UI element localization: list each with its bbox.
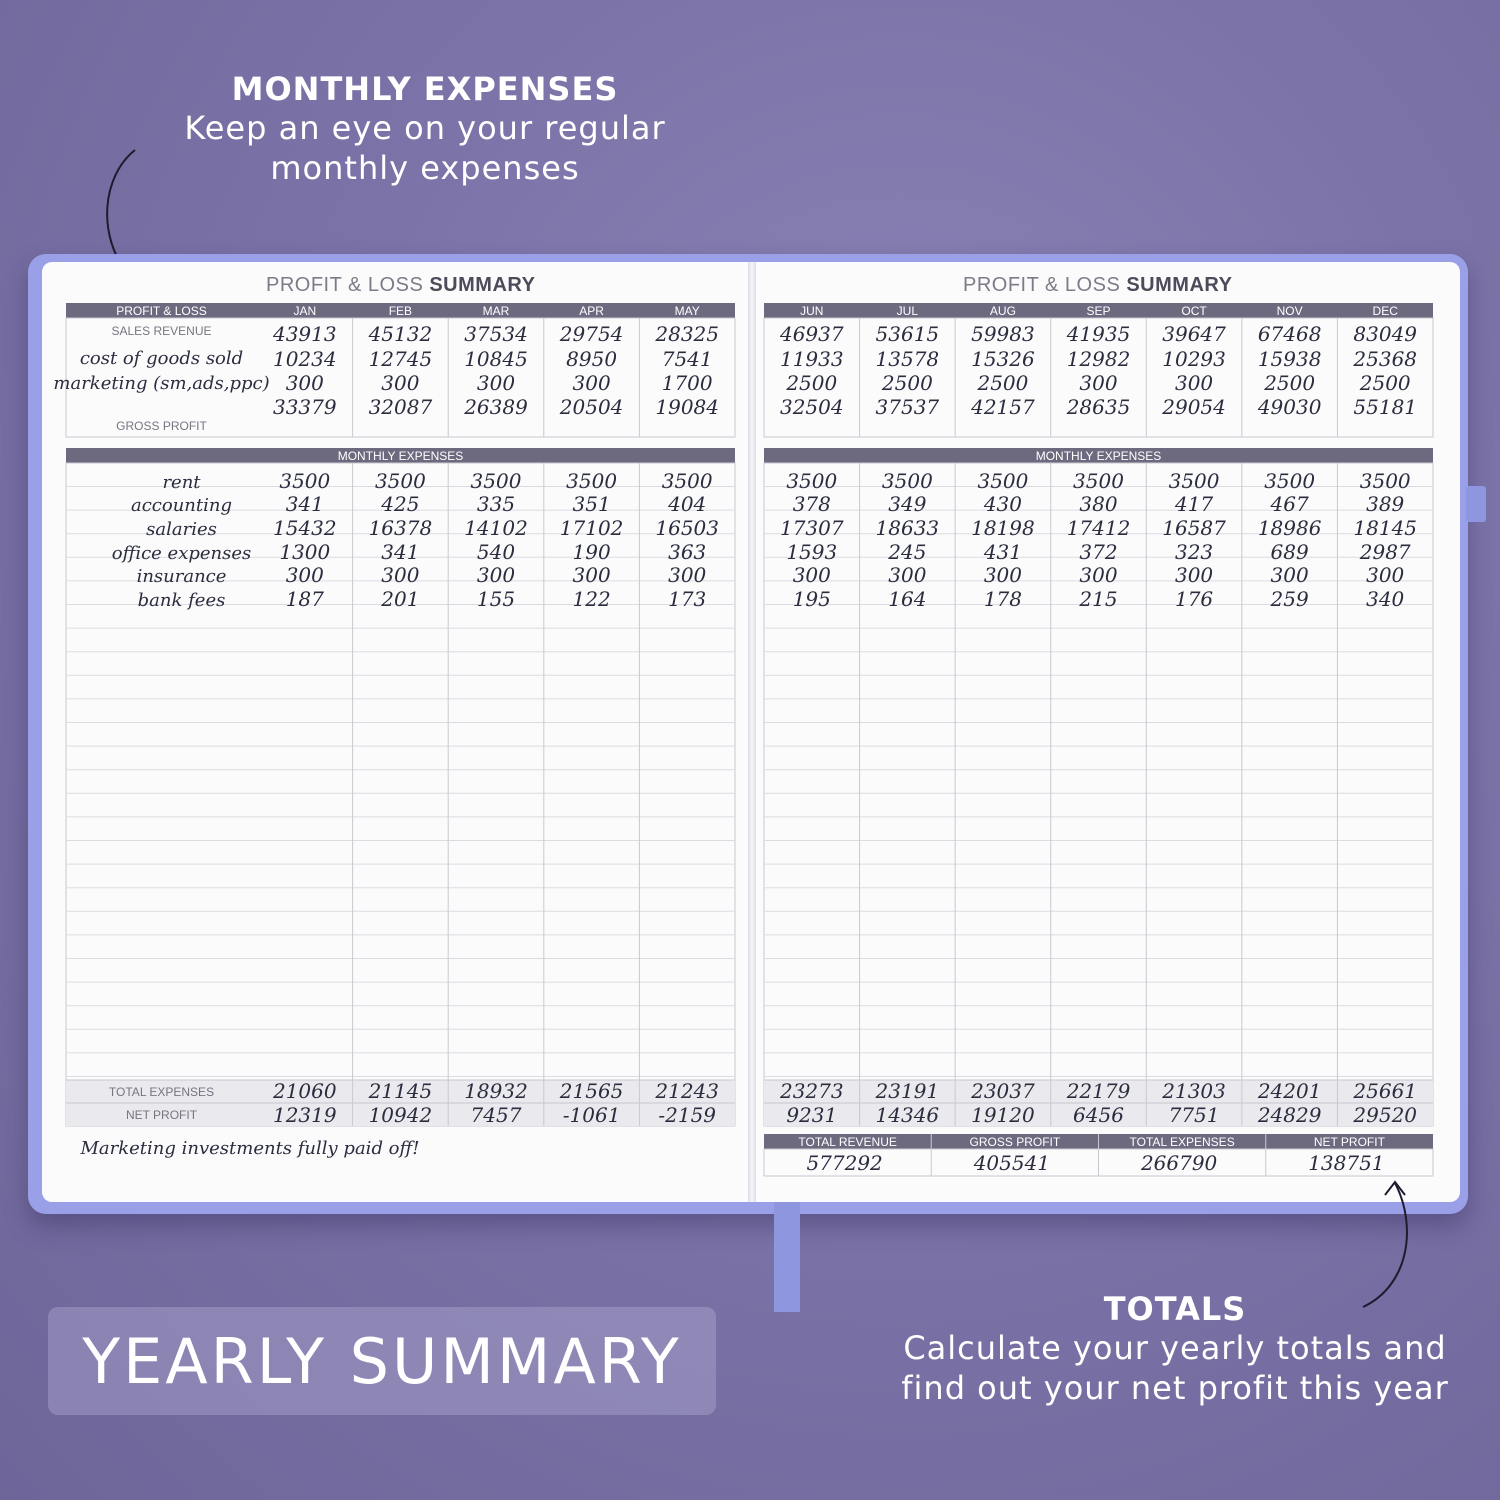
- total-expenses-value: 24201: [1257, 1079, 1322, 1103]
- pl-value: 19084: [655, 395, 720, 419]
- note-text: Marketing investments fully paid off!: [80, 1138, 420, 1159]
- pl-value: 33379: [272, 395, 337, 419]
- monthly-expenses-header: MONTHLY EXPENSES: [1035, 449, 1162, 463]
- pl-value: 37534: [464, 322, 528, 346]
- pl-value: 1700: [661, 371, 713, 395]
- pl-value: 2500: [1359, 371, 1411, 395]
- expense-value: 3500: [1264, 469, 1316, 493]
- pl-value: 10293: [1162, 347, 1226, 371]
- expense-value: 300: [888, 563, 927, 587]
- month-header: JUN: [800, 304, 824, 318]
- gross-profit-label: GROSS PROFIT: [116, 419, 207, 433]
- pl-value: 42157: [971, 395, 1035, 419]
- pl-value: 2500: [786, 371, 838, 395]
- expense-value: 425: [381, 492, 420, 516]
- pl-value: 46937: [779, 322, 844, 346]
- expense-value: 3500: [661, 469, 713, 493]
- month-header: FEB: [388, 304, 413, 318]
- expense-value: 1300: [279, 540, 331, 564]
- expense-value: 540: [476, 540, 516, 564]
- expense-value: 3500: [470, 469, 522, 493]
- pl-value: 20504: [559, 395, 624, 419]
- expense-value: 18986: [1257, 516, 1322, 540]
- net-profit-value: 29520: [1353, 1103, 1418, 1127]
- pl-value: 10234: [272, 347, 337, 371]
- yearly-total-label: TOTAL EXPENSES: [1129, 1135, 1235, 1149]
- expense-value: 18633: [875, 516, 940, 540]
- total-expenses-value: 21145: [368, 1079, 433, 1103]
- yearly-total-label: TOTAL REVENUE: [798, 1135, 897, 1149]
- expense-value: 195: [792, 587, 831, 611]
- expense-value: 300: [1079, 563, 1118, 587]
- expense-value: 17307: [779, 516, 844, 540]
- net-profit-value: 19120: [971, 1103, 1035, 1127]
- expense-value: 380: [1079, 492, 1118, 516]
- total-expenses-value: 21243: [655, 1079, 720, 1103]
- net-profit-value: 12319: [272, 1103, 337, 1127]
- expense-value: 259: [1270, 587, 1309, 611]
- month-header: AUG: [989, 304, 1016, 318]
- expense-value: 3500: [881, 469, 933, 493]
- expense-value: 187: [285, 587, 324, 611]
- expense-value: 300: [285, 563, 324, 587]
- expense-value: 335: [476, 492, 516, 516]
- expense-value: 3500: [566, 469, 618, 493]
- net-profit-value: 9231: [786, 1103, 838, 1127]
- expense-value: 417: [1174, 492, 1214, 516]
- net-profit-value: 6456: [1073, 1103, 1124, 1127]
- pl-value: 15326: [971, 347, 1035, 371]
- expense-value: 164: [888, 587, 927, 611]
- monthly-expenses-header: MONTHLY EXPENSES: [337, 449, 464, 463]
- pl-header-label: PROFIT & LOSS: [116, 304, 207, 318]
- expense-value: 173: [668, 587, 707, 611]
- expense-value: 351: [572, 492, 611, 516]
- pl-value: 300: [285, 371, 324, 395]
- total-expenses-value: 25661: [1353, 1079, 1418, 1103]
- expense-value: 245: [888, 540, 927, 564]
- pl-value: 300: [1079, 371, 1118, 395]
- expense-value: 300: [476, 563, 516, 587]
- pl-value: 32504: [779, 395, 844, 419]
- net-profit-value: 10942: [368, 1103, 433, 1127]
- month-header: JUL: [896, 304, 919, 318]
- expense-value: 372: [1079, 540, 1118, 564]
- cost-of-goods-label: cost of goods sold: [79, 348, 244, 369]
- expense-value: 300: [983, 563, 1023, 587]
- expense-value: 3500: [279, 469, 331, 493]
- expense-value: 300: [381, 563, 420, 587]
- expense-value: 1593: [786, 540, 838, 564]
- expense-value: 3500: [1073, 469, 1124, 493]
- yearly-total-value: 577292: [806, 1151, 883, 1175]
- pl-value: 2500: [1264, 371, 1316, 395]
- month-header: DEC: [1372, 304, 1398, 318]
- net-profit-value: 7751: [1168, 1103, 1220, 1127]
- page-title-right: PROFIT & LOSS SUMMARY: [963, 274, 1233, 296]
- pl-value: 43913: [272, 322, 337, 346]
- expense-value: 215: [1079, 587, 1118, 611]
- expense-value: 689: [1270, 540, 1309, 564]
- month-header: OCT: [1181, 304, 1207, 318]
- yearly-total-value: 405541: [973, 1151, 1051, 1175]
- expense-label: rent: [162, 472, 201, 493]
- total-expenses-value: 23191: [875, 1079, 940, 1103]
- net-profit-value: -1061: [562, 1103, 621, 1127]
- pl-value: 300: [381, 371, 420, 395]
- pl-value: 8950: [566, 347, 618, 371]
- pl-value: 28635: [1066, 395, 1131, 419]
- pl-value: 7541: [661, 347, 713, 371]
- expense-value: 15432: [272, 516, 337, 540]
- pl-value: 67468: [1257, 322, 1322, 346]
- pl-value: 53615: [875, 322, 940, 346]
- callout-heading: MONTHLY EXPENSES: [231, 70, 619, 108]
- pl-value: 59983: [971, 322, 1035, 346]
- expense-value: 18198: [971, 516, 1035, 540]
- expense-value: 378: [792, 492, 831, 516]
- pl-value: 49030: [1257, 395, 1322, 419]
- pl-value: 41935: [1066, 322, 1131, 346]
- pl-value: 300: [1174, 371, 1214, 395]
- totals-callout: [870, 1290, 1480, 1408]
- pl-value: 12745: [368, 347, 433, 371]
- expense-value: 300: [792, 563, 831, 587]
- pl-value: 300: [572, 371, 611, 395]
- pl-value: 15938: [1257, 347, 1322, 371]
- total-expenses-value: 22179: [1066, 1079, 1131, 1103]
- pl-value: 55181: [1353, 395, 1418, 419]
- expense-label: insurance: [136, 566, 227, 587]
- expense-value: 178: [983, 587, 1023, 611]
- total-expenses-value: 18932: [464, 1079, 528, 1103]
- callout-text: monthly expenses: [270, 149, 580, 187]
- expense-value: 300: [1270, 563, 1309, 587]
- expense-label: office expenses: [111, 543, 252, 564]
- expense-value: 467: [1270, 492, 1309, 516]
- expense-value: 431: [983, 540, 1023, 564]
- month-header: MAR: [482, 304, 510, 318]
- pl-value: 32087: [368, 395, 433, 419]
- expense-label: accounting: [130, 495, 233, 516]
- callout-text: Calculate your yearly totals and: [903, 1329, 1447, 1367]
- sales-revenue-label: SALES REVENUE: [111, 324, 212, 338]
- expense-value: 363: [668, 540, 707, 564]
- expense-value: 3500: [1168, 469, 1220, 493]
- net-profit-label: NET PROFIT: [125, 1108, 198, 1122]
- pl-value: 13578: [875, 347, 940, 371]
- pl-value: 10845: [464, 347, 528, 371]
- expense-value: 190: [572, 540, 611, 564]
- expense-value: 3500: [374, 469, 426, 493]
- expense-value: 18145: [1353, 516, 1418, 540]
- expense-value: 16587: [1162, 516, 1226, 540]
- month-header: JAN: [293, 304, 317, 318]
- pl-value: 12982: [1066, 347, 1131, 371]
- expense-value: 176: [1174, 587, 1214, 611]
- expense-value: 389: [1366, 492, 1405, 516]
- callout-heading: TOTALS: [1103, 1290, 1247, 1328]
- expense-value: 16378: [368, 516, 433, 540]
- expense-value: 430: [983, 492, 1023, 516]
- expense-value: 341: [285, 492, 324, 516]
- net-profit-value: 14346: [875, 1103, 940, 1127]
- total-expenses-label: TOTAL EXPENSES: [108, 1085, 215, 1099]
- pl-value: 2500: [881, 371, 933, 395]
- pl-value: 2500: [977, 371, 1029, 395]
- pl-value: 29054: [1162, 395, 1226, 419]
- yearly-total-label: NET PROFIT: [1313, 1135, 1385, 1149]
- expense-value: 300: [1174, 563, 1214, 587]
- total-expenses-value: 21060: [272, 1079, 337, 1103]
- month-header: APR: [579, 304, 604, 318]
- expense-value: 122: [572, 587, 611, 611]
- page-title-left: PROFIT & LOSS SUMMARY: [266, 274, 536, 296]
- expense-value: 17412: [1066, 516, 1131, 540]
- expense-value: 300: [668, 563, 707, 587]
- total-expenses-value: 23037: [971, 1079, 1035, 1103]
- expense-value: 17102: [559, 516, 624, 540]
- expense-value: 3500: [977, 469, 1029, 493]
- net-profit-value: 24829: [1257, 1103, 1322, 1127]
- expense-value: 3500: [1359, 469, 1411, 493]
- expense-value: 3500: [786, 469, 838, 493]
- expense-value: 349: [888, 492, 927, 516]
- expense-value: 300: [1366, 563, 1405, 587]
- expense-value: 155: [476, 587, 516, 611]
- yearly-summary-badge: YEARLY SUMMARY: [48, 1307, 716, 1415]
- pl-value: 26389: [464, 395, 528, 419]
- expense-value: 323: [1174, 540, 1214, 564]
- expense-value: 300: [572, 563, 611, 587]
- month-header: SEP: [1086, 304, 1111, 318]
- callout-text: find out your net profit this year: [901, 1369, 1449, 1407]
- total-expenses-value: 21303: [1162, 1079, 1226, 1103]
- net-profit-value: -2159: [658, 1103, 717, 1127]
- expense-value: 340: [1366, 587, 1405, 611]
- pl-value: 11933: [779, 347, 844, 371]
- pl-value: 25368: [1353, 347, 1418, 371]
- net-profit-value: 7457: [470, 1103, 522, 1127]
- pl-value: 39647: [1162, 322, 1226, 346]
- expense-value: 16503: [655, 516, 720, 540]
- month-header: MAY: [674, 304, 700, 318]
- yearly-total-value: 266790: [1140, 1151, 1218, 1175]
- expense-value: 14102: [464, 516, 528, 540]
- expense-value: 341: [381, 540, 420, 564]
- total-expenses-value: 21565: [559, 1079, 624, 1103]
- total-expenses-value: 23273: [779, 1079, 844, 1103]
- expense-value: 404: [668, 492, 707, 516]
- callout-text: Keep an eye on your regular: [184, 109, 666, 147]
- pl-value: 300: [476, 371, 516, 395]
- expense-value: 201: [381, 587, 420, 611]
- expense-value: 2987: [1359, 540, 1411, 564]
- month-header: NOV: [1276, 304, 1303, 318]
- expense-label: bank fees: [137, 590, 226, 611]
- yearly-total-label: GROSS PROFIT: [969, 1135, 1061, 1149]
- expense-label: salaries: [146, 519, 217, 540]
- pl-value: 83049: [1353, 322, 1418, 346]
- pl-value: 28325: [655, 322, 720, 346]
- pl-value: 37537: [875, 395, 940, 419]
- pl-value: 29754: [559, 322, 624, 346]
- yearly-total-value: 138751: [1308, 1151, 1385, 1175]
- pl-value: 45132: [368, 322, 433, 346]
- marketing-label: marketing (sm,ads,ppc): [53, 373, 270, 394]
